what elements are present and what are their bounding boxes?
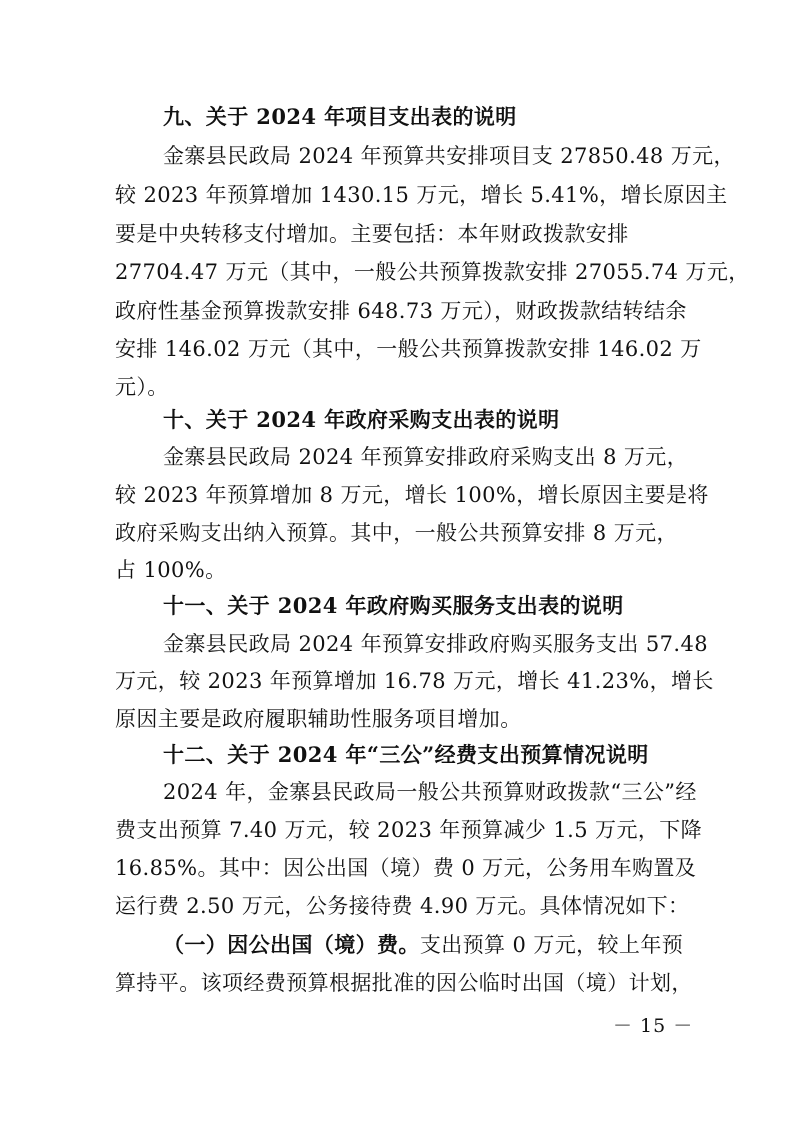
section-10-line-3: 政府采购支出纳入预算。其中，一般公共预算安排 8 万元， — [115, 521, 678, 545]
section-10-line-2: 较 2023 年预算增加 8 万元，增长 100%，增长原因主要是将 — [115, 483, 709, 507]
section-12-line-3: 16.85%。其中：因公出国（境）费 0 万元，公务用车购置及 — [115, 856, 697, 880]
section-9-line-6: 安排 146.02 万元（其中，一般公共预算拨款安排 146.02 万 — [115, 337, 702, 361]
section-9-line-5: 政府性基金预算拨款安排 648.73 万元），财政拨款结转结余 — [115, 299, 687, 323]
section-11-line-3: 原因主要是政府履职辅助性服务项目增加。 — [115, 707, 522, 731]
section-11-line-1: 金寨县民政局 2024 年预算安排政府购买服务支出 57.48 — [163, 632, 708, 656]
section-12-line-4: 运行费 2.50 万元，公务接待费 4.90 万元。具体情况如下： — [115, 894, 690, 918]
section-12-heading: 十二、关于 2024 年“三公”经费支出预算情况说明 — [163, 742, 649, 767]
section-10-line-4: 占 100%。 — [115, 558, 227, 582]
section-9-line-4: 27704.47 万元（其中，一般公共预算拨款安排 27055.74 万元， — [115, 260, 750, 284]
section-11-line-2: 万元，较 2023 年预算增加 16.78 万元，增长 41.23%，增长 — [115, 669, 714, 693]
subsection-1-line-1 — [163, 930, 683, 960]
section-11-heading: 十一、关于 2024 年政府购买服务支出表的说明 — [163, 593, 624, 618]
subsection-1-label: （一）因公出国（境）费。 — [163, 932, 420, 957]
section-10-heading: 十、关于 2024 年政府采购支出表的说明 — [163, 407, 560, 432]
section-9-line-3: 要是中央转移支付增加。主要包括：本年财政拨款安排 — [115, 222, 629, 246]
subsection-1-line-2: 算持平。该项经费预算根据批准的因公临时出国（境）计划， — [115, 971, 693, 995]
page-number: － 15 － — [613, 1015, 694, 1037]
section-9-line-1: 金寨县民政局 2024 年预算共安排项目支 27850.48 万元， — [163, 144, 735, 168]
section-12-line-1: 2024 年，金寨县民政局一般公共预算财政拨款“三公”经 — [163, 780, 697, 804]
section-9-line-7: 元）。 — [115, 375, 169, 399]
section-12-line-2: 费支出预算 7.40 万元，较 2023 年预算减少 1.5 万元，下降 — [115, 818, 703, 842]
subsection-1-first-line-text: 支出预算 0 万元，较上年预 — [419, 933, 684, 957]
section-9-heading: 九、关于 2024 年项目支出表的说明 — [163, 104, 517, 129]
section-9-line-2: 较 2023 年预算增加 1430.15 万元，增长 5.41%，增长原因主 — [115, 183, 728, 207]
section-10-line-1: 金寨县民政局 2024 年预算安排政府采购支出 8 万元， — [163, 445, 689, 469]
